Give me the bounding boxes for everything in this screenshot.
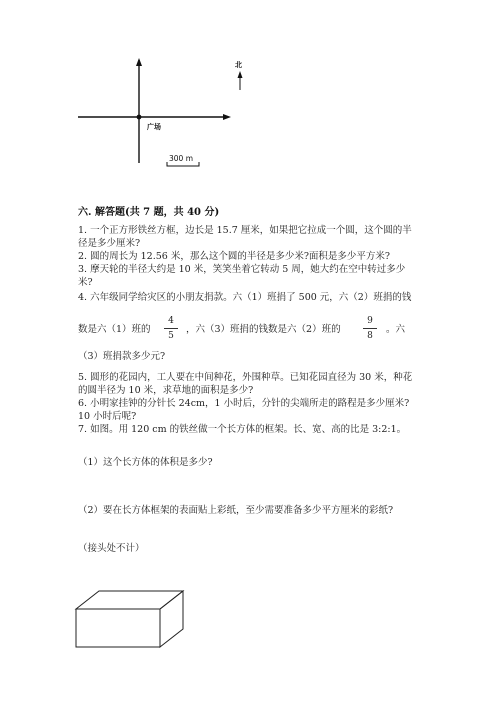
cuboid-side-face (160, 591, 183, 647)
fraction-2-denominator: 8 (367, 331, 373, 341)
cuboid-front-face (76, 609, 160, 647)
map-center-point (137, 115, 142, 120)
direction-map (0, 0, 500, 175)
map-vertical-arrowhead (136, 58, 142, 66)
square-label: 广场 (147, 123, 161, 131)
problem-1-line-2: 径是多少厘米? (78, 238, 141, 249)
fraction-2-bar (363, 328, 377, 329)
cuboid-figure (70, 585, 190, 655)
fraction-nine-eighths (363, 315, 377, 342)
problem-7-note: （接头处不计） (78, 543, 145, 554)
problem-7-question-2: （2）要在长方体框架的表面贴上彩纸，至少需要准备多少平方厘米的彩纸? (78, 505, 394, 516)
fraction-1-bar (164, 328, 178, 329)
problem-5-line-2: 的圆半径为 10 米，求草地的面积是多少? (78, 385, 254, 396)
problem-4-line-2b: ，六（3）班捐的钱数是六（2）班的 (186, 324, 341, 335)
problem-4-line-2a: 数是六（1）班的 (78, 324, 151, 335)
map-horizontal-arrowhead (223, 114, 231, 120)
problem-6-line-2: 10 小时后呢? (78, 411, 137, 422)
problem-7-question-1: （1）这个长方体的体积是多少? (78, 457, 213, 468)
fraction-1-denominator: 5 (168, 331, 174, 341)
problem-2: 2. 圆的周长为 12.56 米，那么这个圆的半径是多少米?面积是多少平方米? (78, 251, 391, 262)
problem-7-line-1: 7. 如图。用 120 cm 的铁丝做一个长方体的框架。长、宽、高的比是 3:2:1。 (78, 424, 407, 435)
problem-4-line-3: （3）班捐款多少元? (78, 351, 166, 362)
north-label: 北 (235, 61, 242, 69)
scale-label: 300 m (169, 154, 194, 163)
north-arrow-icon (238, 71, 243, 78)
cuboid-top-face (76, 591, 183, 609)
problem-1-line-1: 1. 一个正方形铁丝方框，边长是 15.7 厘米，如果把它拉成一个圆，这个圆的半 (78, 225, 412, 236)
problem-6-line-1: 6. 小明家挂钟的分针长 24cm，1 小时后，分针的尖端所走的路程是多少厘米? (78, 398, 410, 409)
section-heading: 六. 解答题(共 7 题，共 40 分) (78, 207, 220, 218)
problem-3-line-1: 3. 摩天轮的半径大约是 10 米，笑笑坐着它转动 5 周，她大约在空中转过多少 (78, 264, 406, 275)
fraction-1-numerator: 4 (168, 316, 174, 326)
problem-3-line-2: 米? (78, 277, 93, 288)
fraction-four-fifths (164, 315, 178, 342)
problem-5-line-1: 5. 圆形的花园内，工人要在中间种花，外围种草。已知花园直径为 30 米，种花 (78, 372, 413, 383)
fraction-2-numerator: 9 (367, 316, 373, 326)
problem-4-line-1: 4. 六年级同学给灾区的小朋友捐款。六（1）班捐了 500 元，六（2）班捐的钱 (78, 292, 412, 303)
problem-4-line-2c: 。六 (386, 324, 406, 335)
